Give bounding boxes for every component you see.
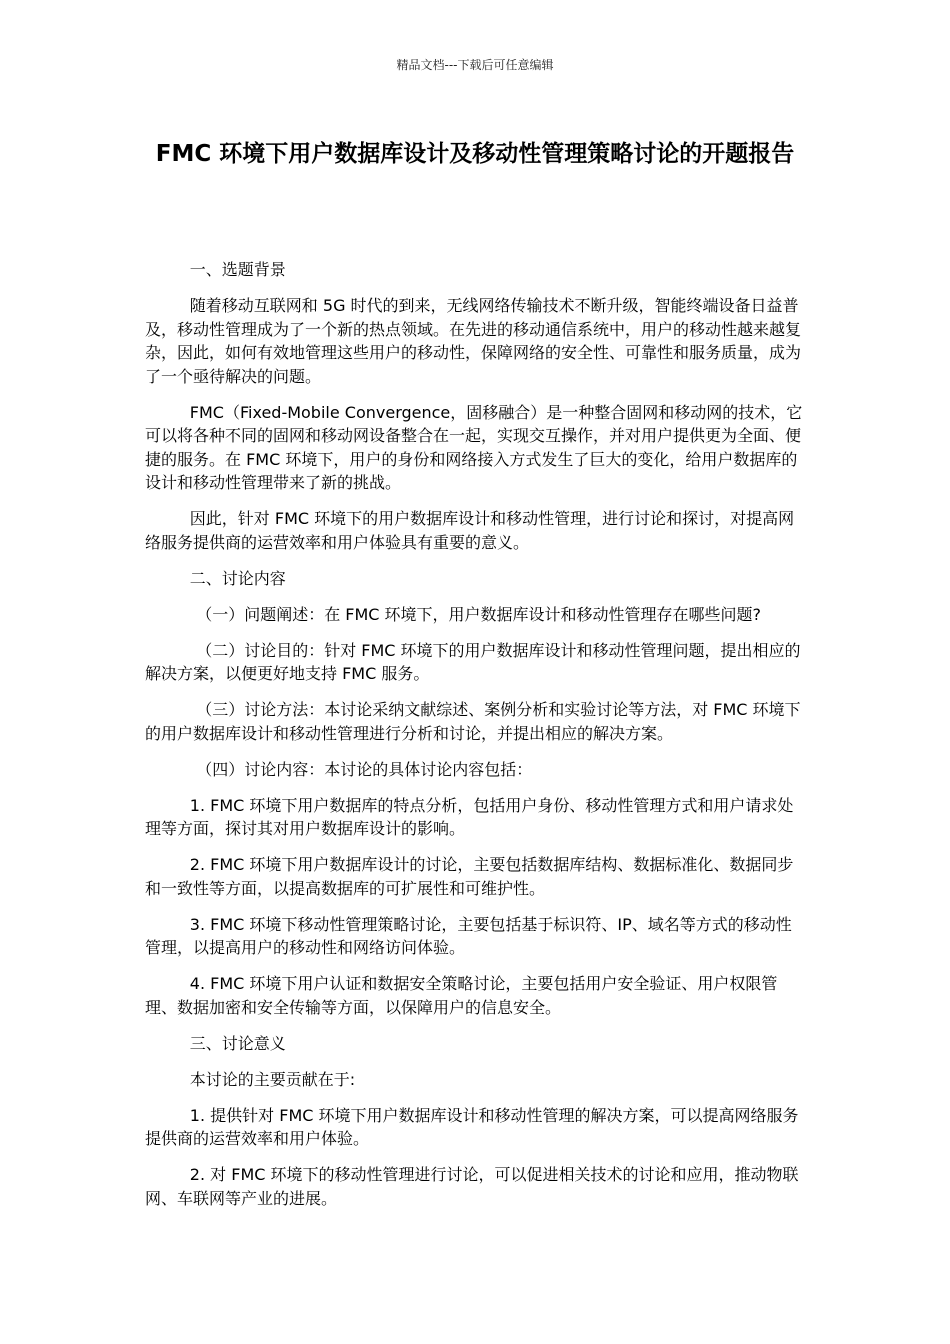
list-item-content-1: 1. FMC 环境下用户数据库的特点分析，包括用户身份、移动性管理方式和用户请求处理等方面，探讨其对用户数据库设计的影响。 (145, 795, 794, 838)
paragraph-method: （三）讨论方法：本讨论采纳文献综述、案例分析和实验讨论等方法，对 FMC 环境下的用户数据库设计和移动性管理进行分析和讨论，并提出相应的解决方案。 (145, 700, 801, 743)
paragraph-background-2: FMC（Fixed-Mobile Convergence，固移融合）是一种整合固网和移动网的技术，它可以将各种不同的固网和移动网设备整合在一起，实现交互操作，并对用户提供更为全面、便捷的服务。在 FMC 环境下，用户的身份和网络接入方式发生了巨大的变化，给用户数据库的设计和移动性管理带来了新的挑战。 (145, 402, 803, 492)
list-item-content-2: 2. FMC 环境下用户数据库设计的讨论，主要包括数据库结构、数据标准化、数据同步和一致性等方面，以提高数据库的可扩展性和可维护性。 (145, 855, 794, 898)
list-item-content-4: 4. FMC 环境下用户认证和数据安全策略讨论，主要包括用户安全验证、用户权限管理、数据加密和安全传输等方面，以保障用户的信息安全。 (145, 974, 778, 1017)
paragraph-problem-statement: （一）问题阐述：在 FMC 环境下，用户数据库设计和移动性管理存在哪些问题? (196, 604, 762, 624)
list-item-significance-2: 2. 对 FMC 环境下的移动性管理进行讨论，可以促进相关技术的讨论和应用，推动物联网、车联网等产业的进展。 (145, 1165, 799, 1208)
document-title: FMC 环境下用户数据库设计及移动性管理策略讨论的开题报告 (155, 141, 795, 167)
paragraph-content-intro: （四）讨论内容：本讨论的具体讨论内容包括： (196, 759, 533, 779)
section-heading-content: 二、讨论内容 (189, 568, 286, 588)
page-header: 精品文档---下载后可任意编辑 (396, 58, 554, 72)
section-heading-significance: 三、讨论意义 (189, 1033, 286, 1053)
list-item-significance-1: 1. 提供针对 FMC 环境下用户数据库设计和移动性管理的解决方案，可以提高网络服务提供商的运营效率和用户体验。 (145, 1105, 799, 1148)
section-heading-background: 一、选题背景 (189, 260, 286, 279)
paragraph-purpose: （二）讨论目的：针对 FMC 环境下的用户数据库设计和移动性管理问题，提出相应的解决方案，以便更好地支持 FMC 服务。 (145, 640, 801, 683)
paragraph-background-1: 随着移动互联网和 5G 时代的到来，无线网络传输技术不断升级，智能终端设备日益普及，移动性管理成为了一个新的热点领域。在先进的移动通信系统中，用户的移动性越来越复杂，因此，如何有效地管理这些用户的移动性，保障网络的安全性、可靠性和服务质量，成为了一个亟待解决的问题。 (145, 296, 802, 386)
document-body (145, 258, 805, 1223)
paragraph-background-3: 因此，针对 FMC 环境下的用户数据库设计和移动性管理，进行讨论和探讨，对提高网络服务提供商的运营效率和用户体验具有重要的意义。 (145, 509, 795, 552)
list-item-content-3: 3. FMC 环境下移动性管理策略讨论，主要包括基于标识符、IP、域名等方式的移动性管理，以提高用户的移动性和网络访问体验。 (145, 914, 792, 957)
paragraph-significance-intro: 本讨论的主要贡献在于: (189, 1069, 356, 1089)
